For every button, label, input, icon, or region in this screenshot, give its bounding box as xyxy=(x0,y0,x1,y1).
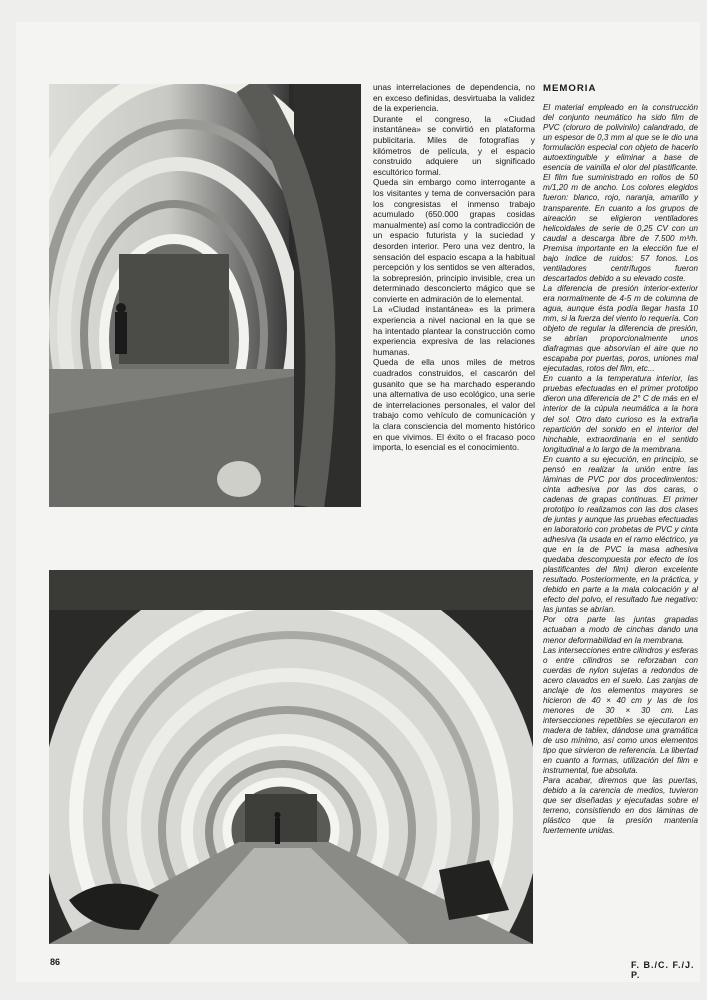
middle-paragraph: unas interrelaciones de dependencia, no en exceso definidas, desvirtuaba la validez de la experiencia. xyxy=(373,82,535,114)
page-number: 86 xyxy=(50,957,61,967)
right-paragraph: La diferencia de presión interior-exterior era normalmente de 4-5 m de columna de agua, aunque ésta podía llegar hasta 10 mm, si la fuerza del viento lo requería. Con objeto de regular la diferencia de presión, se abrían proporcionalmente unos diafragmas que absorvían el aire que no escapaba por puertas, poros, uniones mal ejecutadas, rotos del film, etc... xyxy=(543,283,698,374)
magazine-page xyxy=(16,22,700,982)
tunnel-photo-bottom xyxy=(49,570,533,944)
middle-paragraph: Queda sin embargo como interrogante a los visitantes y tema de conversación para los congresistas el inmenso trabajo acumulado (650.000 grapas cosidas manualmente) así como la contradicción de un espacio futurista y la suciedad y desorden interior. Pero una vez dentro, la sensación del espacio escapa a la habitual percepción y los sentidos se ven alterados, la sobrepresión, principio invisible, crea un determinado desconcierto mágico que se convierte en admiración de lo elemental. xyxy=(373,177,535,304)
tunnel-photo-top-image xyxy=(49,84,361,507)
right-paragraph: Las intersecciones entre cilindros y esferas o entre cilindros se reforzaban con cuerdas de nylon sujetas a redondos de acero clavados en el suelo. Las zanjas de anclaje de los elementos mayores se hicieron de 40 × 40 cm y las de los menores de 30 × 30 cm. Las intersecciones repetibles se ejecutaron en madera de tablex, dándose una gramática de uso mínimo, así como unos elementos tipo que sirvieron de referencia. La libertad en cuanto a formas, utilización del film e instrumental, fue absoluta. xyxy=(543,645,698,776)
right-paragraph: El material empleado en la construcción del conjunto neumático ha sido film de PVC (cloruro de polivinilo) calandrado, de un espesor de 0,3 mm al que se le dio una formulación especial con objeto de hacerlo autoextinguible y eliminar a base de esencia de vainilla el olor del plastificante. El film fue suministrado en rollos de 50 m/1,20 m de ancho. Los colores elegidos fueron: blanco, rojo, naranja, amarillo y transparente. En cuanto a los grupos de aireación se eligieron ventiladores helicoidales de serie de 0,25 CV con un caudal a descarga libre de 7.500 m³/h. Premisa importante en la elección fue el bajo índice de ruidos: 57 fonos. Los ventiladores centrífugos fueron descartados debido a su elevado coste. xyxy=(543,103,698,283)
right-paragraph: Para acabar, diremos que las puertas, debido a la carencia de medios, tuvieron que ser diseñadas y ejecutadas sobre el terreno, consistiendo en dos láminas de plástico que la presión mantenía fuertemente unidas. xyxy=(543,776,698,836)
right-text-column xyxy=(543,82,698,836)
right-paragraph: Por otra parte las juntas grapadas actuaban a modo de cinchas dando una menor deformabilidad en la membrana. xyxy=(543,615,698,645)
right-paragraph: En cuanto a su ejecución, en principio, se pensó en realizar la unión entre las láminas de PVC por dos procedimientos: cinta adhesiva por las dos caras, o cadenas de grapas continuas. El primer prototipo lo realizamos con las dos clases de juntas y aunque las pruebas efectuadas en laboratorio con probetas de PVC y cinta adhesiva (la usada en el ramo eléctrico, ya que en la de PVC la masa adhesiva quedaba descompuesta por efecto de los plastificantes del film) dieron excelente resultado. Posteriormente, en la práctica, y debido en parte a la mala colocación y al efecto del polvo, el resultado fue negativo: las juntas se abrían. xyxy=(543,454,698,615)
middle-paragraph: Queda de ella unos miles de metros cuadrados construidos, el cascarón del gusanito que se ha marchado esperando una alternativa de uso ecológico, una serie de interrelaciones personales, el valor del trabajo como vehículo de comunicación y la clara consciencia del momento histórico en que vivimos. El éxito o el fracaso poco importa, lo esencial es el conocimiento. xyxy=(373,357,535,453)
middle-paragraph: La «Ciudad instantánea» es la primera experiencia a nivel nacional en la que se ha intentado plantear la construcción como experiencia expresiva de las relaciones humanas. xyxy=(373,304,535,357)
section-heading: MEMORIA xyxy=(543,83,597,94)
right-paragraph: En cuanto a la temperatura interior, las pruebas efectuadas en el primer prototipo dieron una diferencia de 2° C de más en el interior de la cúpula neumática a la hora del sol. Otro dato curioso es la extraña repartición del sonido en el interior del hinchable, extraordinaria en el sentido longitudinal a lo largo de la membrana. xyxy=(543,374,698,454)
tunnel-photo-top xyxy=(49,84,361,507)
author-signature: F. B./C. F./J. P. xyxy=(631,960,695,980)
middle-paragraph: Durante el congreso, la «Ciudad instantánea» se convirtió en plataforma publicitaria. Miles de fotografías y kilómetros de película, y el espacio construido adquiere un significado escultórico formal. xyxy=(373,113,535,177)
tunnel-photo-bottom-image xyxy=(49,570,533,944)
middle-text-column xyxy=(373,82,535,453)
